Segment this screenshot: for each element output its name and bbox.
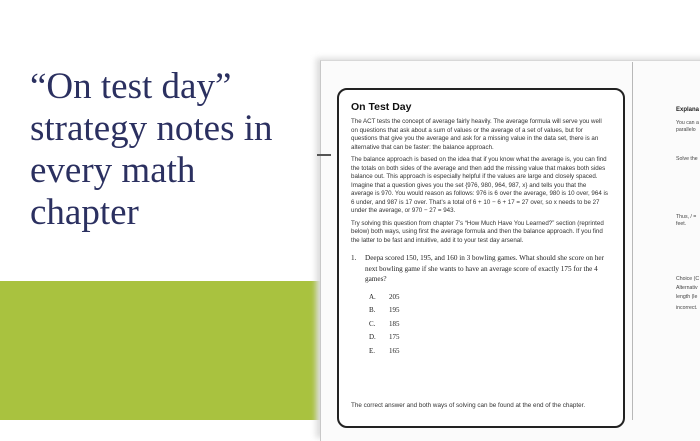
- sidebar-title: On Test Day: [351, 101, 412, 113]
- headline: “On test day” strategy notes in every math chapter: [30, 66, 273, 233]
- right-page-line: incorrect.: [676, 305, 698, 311]
- right-page-heading: Explana: [676, 107, 700, 113]
- choice-value: 185: [389, 319, 400, 328]
- choice-value: 205: [389, 292, 400, 301]
- choice-letter: A.: [369, 292, 376, 301]
- accent-band: [0, 281, 340, 420]
- answer-choice: [369, 318, 610, 332]
- answer-choice: [369, 345, 610, 359]
- question-text: Deepa scored 150, 195, and 160 in 3 bowling games. What should she score on her next bowling game if she wants to have an average score of exactly 175 for the 4 games?: [365, 254, 604, 283]
- answer-choices: [369, 291, 610, 359]
- page-edge-mark: [317, 154, 331, 156]
- question-number: 1.: [351, 254, 357, 262]
- choice-value: 165: [389, 346, 400, 355]
- sidebar-paragraph: Try solving this question from chapter 7’s “How Much Have You Learned?” section (reprinted below) both ways, using first the average formula and then the balance approach. If you find the latter to be fast and intuitive, add it to your test day arsenal.: [351, 219, 604, 244]
- right-page-line: parallelo: [676, 127, 696, 133]
- choice-value: 175: [389, 333, 400, 341]
- right-page-line: Thus, / =: [676, 214, 697, 220]
- on-test-day-sidebar: [337, 88, 625, 428]
- right-page-line: feet.: [676, 221, 687, 227]
- choice-letter: B.: [369, 306, 376, 314]
- answer-choice: [369, 291, 610, 305]
- choice-letter: C.: [369, 319, 376, 328]
- sidebar-paragraph: The ACT tests the concept of average fairly heavily. The average formula will serve you well on questions that ask about a sum of values or the average of a set of values, but for questions that give you the average and ask for a missing value in the data set, there is an alternative that can be faster: the balance approach.: [351, 118, 602, 151]
- answer-choice: [369, 331, 610, 345]
- answer-choice: [369, 304, 610, 318]
- choice-value: 195: [389, 306, 400, 314]
- practice-question: [351, 253, 610, 285]
- choice-letter: D.: [369, 333, 376, 341]
- right-page-line: Solve the: [676, 156, 698, 162]
- closing-note: The correct answer and both ways of solving can be found at the end of the chapter.: [351, 402, 586, 409]
- page-gutter: [632, 62, 633, 420]
- sidebar-paragraph: The balance approach is based on the idea that if you know what the average is, you can find the totals on both sides of the average and then add the missing value that makes both sides balance out. This approach is especially helpful if the values are large and closely spaced. Imagine that a question gives you the set {976, 980, 964, 987, x} and tells you that the average is 970. You would reason as follows: 976 is 6 over the average, 980 is 10 over, 964 is 6 under, and 987 is 17 over. That’s a total of 6 + 10 − 6 + 17 = 27 over, so x needs to be 27 under the average, or 970 − 27 = 943.: [351, 156, 608, 214]
- right-page-line: Choice (C: [676, 276, 700, 282]
- choice-letter: E.: [369, 346, 376, 355]
- right-page-line: length (le: [676, 294, 698, 300]
- right-page-line: Alternativ: [676, 285, 698, 291]
- right-page-line: You can a: [676, 120, 699, 126]
